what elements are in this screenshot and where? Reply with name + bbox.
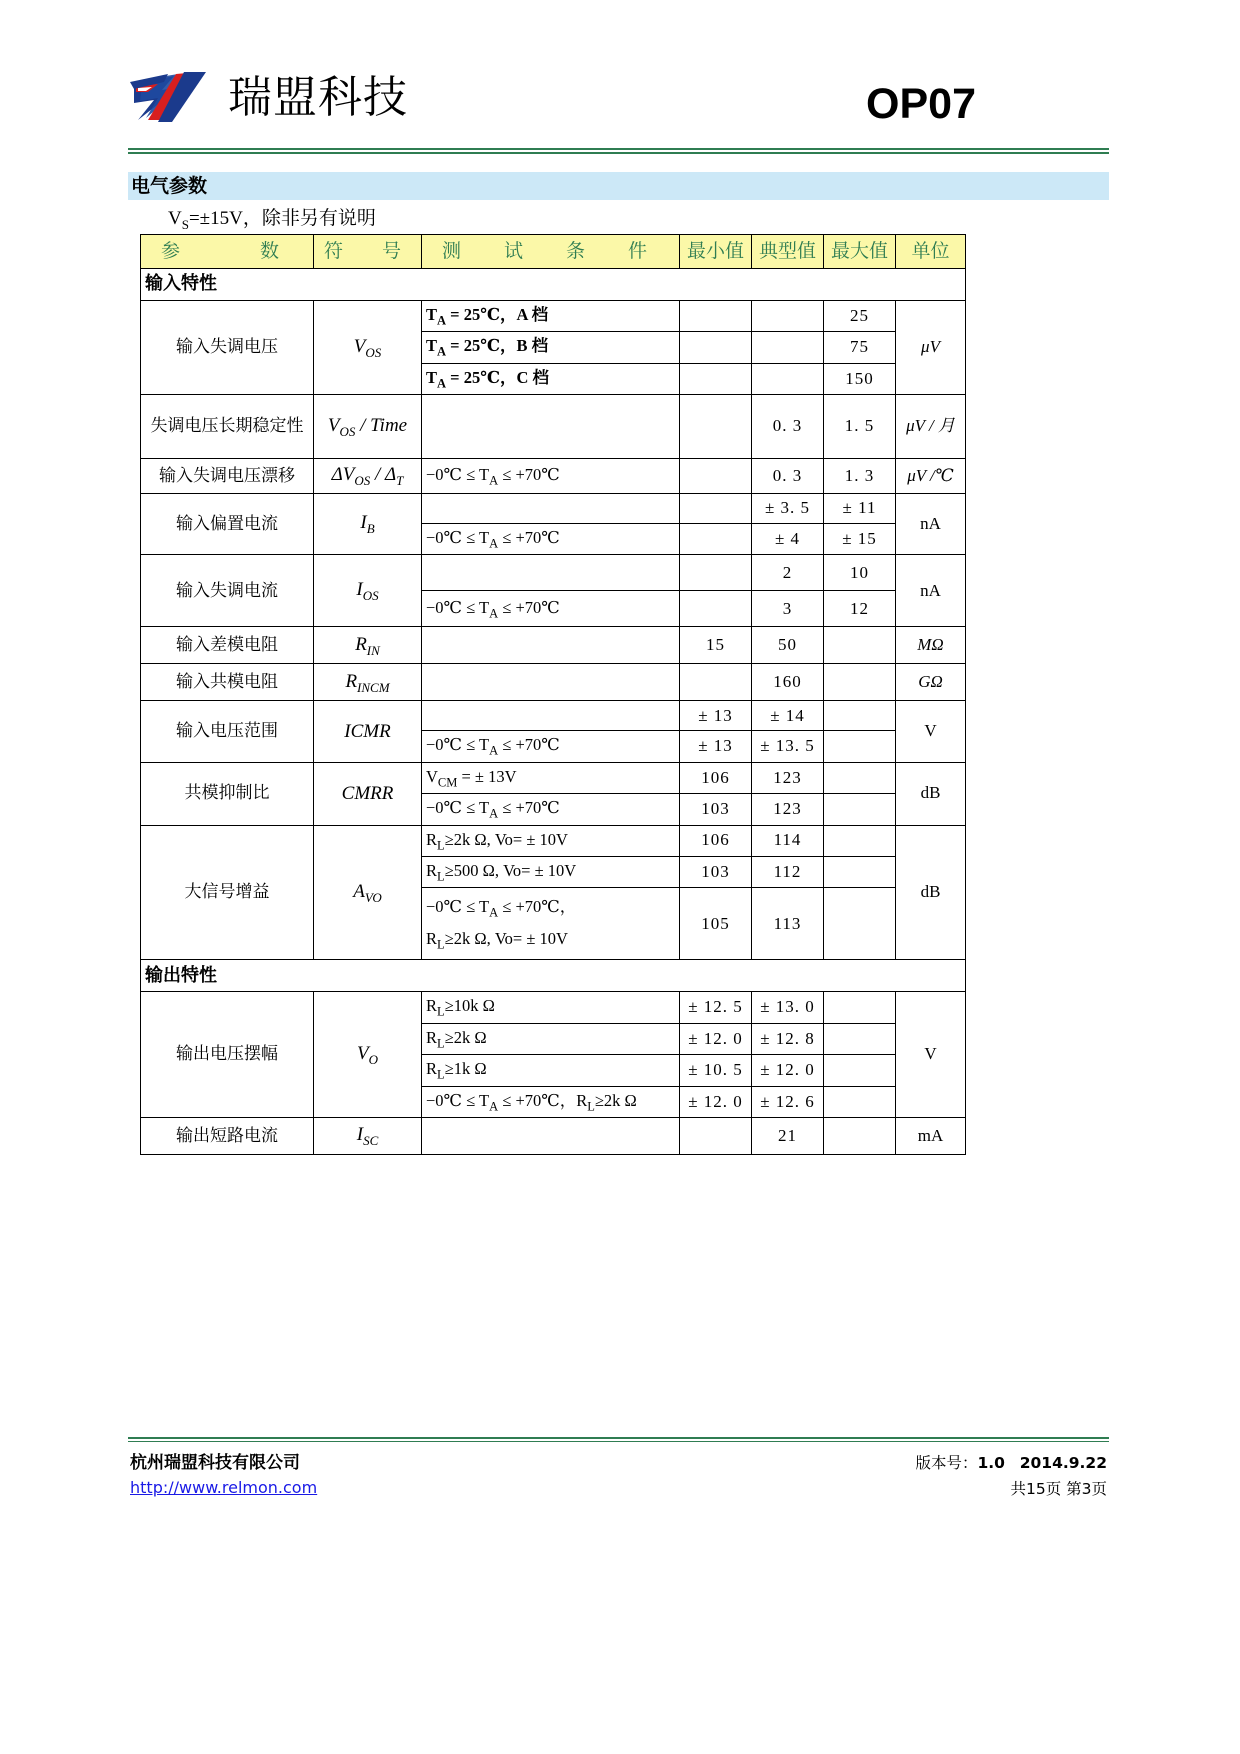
page-footer (128, 1448, 1109, 1518)
group-label-output: 输出特性 (141, 960, 966, 992)
value-typ: ± 12. 0 (752, 1055, 824, 1086)
value-min: ± 10. 5 (680, 1055, 752, 1086)
table-row (141, 825, 966, 856)
value-min: 15 (680, 627, 752, 664)
footer-right (915, 1450, 1107, 1503)
value-min (680, 493, 752, 523)
value-unit: GΩ (896, 664, 966, 701)
table-row (141, 395, 966, 459)
col-header-typ: 典型值 (752, 235, 824, 269)
param-name: 共模抑制比 (141, 762, 314, 825)
value-max (824, 664, 896, 701)
col-header-max: 最大值 (824, 235, 896, 269)
value-min: 106 (680, 825, 752, 856)
param-name: 输入差模电阻 (141, 627, 314, 664)
value-typ: 123 (752, 794, 824, 825)
value-typ: 123 (752, 762, 824, 793)
value-typ: ± 4 (752, 523, 824, 554)
value-max: 12 (824, 591, 896, 627)
value-max: 10 (824, 555, 896, 591)
value-min: ± 12. 5 (680, 992, 752, 1023)
col-header-min: 最小值 (680, 235, 752, 269)
group-label-input: 输入特性 (141, 269, 966, 301)
footer-left (130, 1450, 317, 1501)
page-header (128, 62, 976, 148)
param-name: 输出电压摆幅 (141, 992, 314, 1118)
value-max (824, 1023, 896, 1054)
test-condition: $T_A$ = 25℃，B 档 (422, 332, 680, 363)
value-max: ± 11 (824, 493, 896, 523)
part-number: OP07 (866, 80, 976, 128)
value-max: 25 (824, 301, 896, 332)
test-condition: −0℃ ≤ $T_A$ ≤ +70℃ (422, 591, 680, 627)
param-symbol: ICMR (314, 701, 422, 762)
value-min (680, 555, 752, 591)
footer-version-value: 1.0 (977, 1454, 1005, 1472)
param-symbol: $V_O$ (314, 992, 422, 1118)
value-max (824, 701, 896, 731)
value-typ (752, 301, 824, 332)
value-min: 105 (680, 888, 752, 960)
table-row (141, 701, 966, 731)
subtitle-pre: V (168, 208, 182, 229)
test-condition (422, 493, 680, 523)
value-unit: dB (896, 762, 966, 825)
value-min (680, 1118, 752, 1155)
value-typ: 113 (752, 888, 824, 960)
test-condition: $R_L\ge 2k$ Ω (422, 1023, 680, 1054)
value-max: 1. 5 (824, 395, 896, 459)
param-name: 输入失调电流 (141, 555, 314, 627)
param-symbol: CMRR (314, 762, 422, 825)
footer-company: 杭州瑞盟科技有限公司 (130, 1453, 300, 1473)
value-typ: ± 12. 6 (752, 1086, 824, 1117)
value-typ: 21 (752, 1118, 824, 1155)
param-name: 输入电压范围 (141, 701, 314, 762)
value-max (824, 762, 896, 793)
value-typ (752, 363, 824, 394)
value-typ: ± 13. 5 (752, 731, 824, 762)
value-unit: nA (896, 493, 966, 554)
param-name: 失调电压长期稳定性 (141, 395, 314, 459)
value-min: ± 13 (680, 701, 752, 731)
footer-version-line (915, 1450, 1107, 1476)
value-unit: μV /℃ (896, 459, 966, 494)
value-typ: 3 (752, 591, 824, 627)
test-condition: −0℃ ≤ $T_A$ ≤ +70℃，$R_L\ge 2k$ Ω (422, 1086, 680, 1117)
value-typ: 112 (752, 857, 824, 888)
test-condition (422, 701, 680, 731)
value-min: 106 (680, 762, 752, 793)
test-condition: −0℃ ≤ $T_A$ ≤ +70℃ (422, 794, 680, 825)
value-unit: dB (896, 825, 966, 960)
footer-date: 2014.9.22 (1019, 1454, 1107, 1472)
test-condition (422, 1118, 680, 1155)
value-typ: ± 3. 5 (752, 493, 824, 523)
value-max (824, 857, 896, 888)
value-typ: 114 (752, 825, 824, 856)
value-min: 103 (680, 794, 752, 825)
param-symbol: $A_{VO}$ (314, 825, 422, 960)
param-symbol: $V_{OS}$ / Time (314, 395, 422, 459)
col-header-unit: 单位 (896, 235, 966, 269)
header-divider (128, 148, 1109, 154)
test-condition: −0℃ ≤ $T_A$ ≤ +70℃ (422, 731, 680, 762)
table-header-row (141, 235, 966, 269)
footer-version-label: 版本号： (915, 1454, 978, 1472)
value-unit: MΩ (896, 627, 966, 664)
value-typ: ± 12. 8 (752, 1023, 824, 1054)
value-min (680, 301, 752, 332)
value-min (680, 591, 752, 627)
test-condition (422, 627, 680, 664)
col-header-param: 参 数 (141, 235, 314, 269)
test-condition: −0℃ ≤ $T_A$ ≤ +70℃ (422, 523, 680, 554)
table-row (141, 1118, 966, 1155)
test-condition: $V_{CM}$ = ± 13V (422, 762, 680, 793)
subtitle-post: =±15V，除非另有说明 (188, 208, 376, 229)
electrical-spec-table (140, 234, 966, 1155)
value-typ: 2 (752, 555, 824, 591)
value-max (824, 627, 896, 664)
value-min (680, 332, 752, 363)
param-symbol: $I_{SC}$ (314, 1118, 422, 1155)
relmon-logo-icon (128, 70, 220, 126)
col-header-condition: 测 试 条 件 (422, 235, 680, 269)
value-max: ± 15 (824, 523, 896, 554)
table-row (141, 459, 966, 494)
value-min (680, 523, 752, 554)
value-max (824, 888, 896, 960)
test-condition (422, 395, 680, 459)
value-max (824, 1055, 896, 1086)
value-unit: V (896, 992, 966, 1118)
test-condition (422, 664, 680, 701)
company-name-cn: 瑞盟科技 (228, 72, 408, 123)
value-typ (752, 332, 824, 363)
value-max (824, 1118, 896, 1155)
test-condition: −0℃ ≤ $T_A$ ≤ +70℃ (422, 459, 680, 494)
value-min: ± 12. 0 (680, 1086, 752, 1117)
footer-page-count: 共15页 第3页 (1010, 1480, 1107, 1499)
subtitle-sub: S (181, 216, 189, 232)
value-min (680, 459, 752, 494)
test-condition: $T_A$ = 25℃，C 档 (422, 363, 680, 394)
value-typ: ± 14 (752, 701, 824, 731)
param-name: 输入偏置电流 (141, 493, 314, 554)
value-min (680, 395, 752, 459)
test-condition: $R_L\ge 1k$ Ω (422, 1055, 680, 1086)
test-condition: $R_L\ge 500$ Ω, Vo= ± 10V (422, 857, 680, 888)
param-name: 输入失调电压 (141, 301, 314, 395)
test-condition: −0℃ ≤ $T_A$ ≤ +70℃， $R_L\ge 2k$ Ω, Vo= ± 10V (422, 888, 680, 960)
param-symbol: $V_{OS}$ (314, 301, 422, 395)
value-min (680, 664, 752, 701)
value-typ: 160 (752, 664, 824, 701)
test-condition (422, 555, 680, 591)
brand-logo (128, 70, 408, 126)
test-condition: $T_A$ = 25℃，A 档 (422, 301, 680, 332)
value-max (824, 731, 896, 762)
table-row (141, 555, 966, 591)
param-name: 输出短路电流 (141, 1118, 314, 1155)
table-row (141, 627, 966, 664)
group-row-output (141, 960, 966, 992)
value-unit: mA (896, 1118, 966, 1155)
spec-table-wrapper (140, 234, 965, 1155)
value-unit: nA (896, 555, 966, 627)
test-condition: $R_L\ge 2k$ Ω, Vo= ± 10V (422, 825, 680, 856)
param-symbol: $R_{INCM}$ (314, 664, 422, 701)
section-subtitle (168, 207, 376, 234)
value-max (824, 794, 896, 825)
section-title-bar: 电气参数 (128, 172, 1109, 200)
param-symbol: $\Delta V_{OS} / \Delta_T$ (314, 459, 422, 494)
param-symbol: $I_B$ (314, 493, 422, 554)
value-typ: 50 (752, 627, 824, 664)
table-row (141, 762, 966, 793)
footer-divider (128, 1437, 1109, 1442)
value-min (680, 363, 752, 394)
value-min: ± 12. 0 (680, 1023, 752, 1054)
value-max: 75 (824, 332, 896, 363)
value-max (824, 1086, 896, 1117)
param-symbol: $I_{OS}$ (314, 555, 422, 627)
value-unit: V (896, 701, 966, 762)
test-condition: $R_L\ge 10k$ Ω (422, 992, 680, 1023)
col-header-symbol: 符 号 (314, 235, 422, 269)
param-name: 输入共模电阻 (141, 664, 314, 701)
table-row (141, 493, 966, 523)
value-max: 1. 3 (824, 459, 896, 494)
value-typ: 0. 3 (752, 395, 824, 459)
value-unit: μV / 月 (896, 395, 966, 459)
table-row (141, 664, 966, 701)
value-unit: μV (896, 301, 966, 395)
param-name: 大信号增益 (141, 825, 314, 960)
value-min: ± 13 (680, 731, 752, 762)
value-typ: ± 13. 0 (752, 992, 824, 1023)
value-min: 103 (680, 857, 752, 888)
table-row (141, 992, 966, 1023)
table-row (141, 301, 966, 332)
param-symbol: $R_{IN}$ (314, 627, 422, 664)
value-max (824, 825, 896, 856)
group-row-input (141, 269, 966, 301)
value-typ: 0. 3 (752, 459, 824, 494)
value-max (824, 992, 896, 1023)
value-max: 150 (824, 363, 896, 394)
footer-url-link[interactable]: http://www.relmon.com (130, 1478, 318, 1498)
param-name: 输入失调电压漂移 (141, 459, 314, 494)
